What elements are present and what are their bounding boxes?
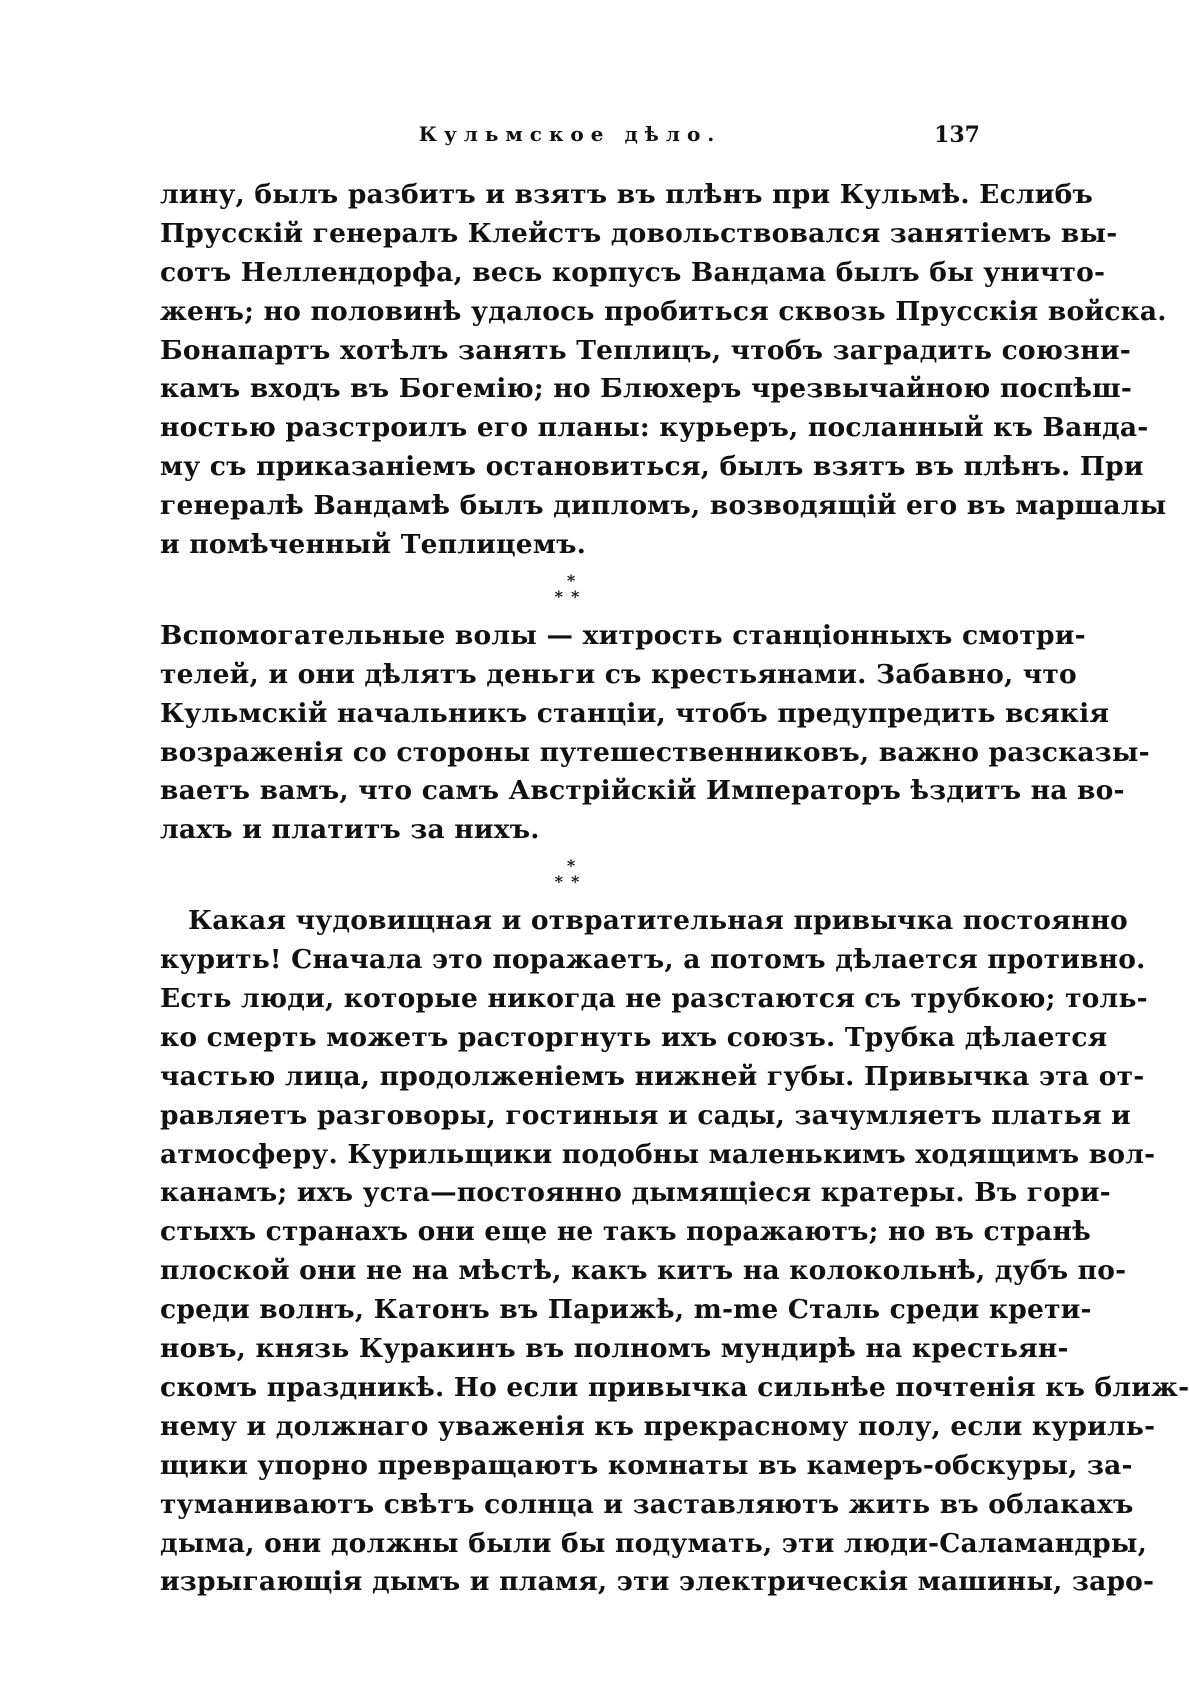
text-line: стыхъ странахъ они еще не такъ поражаютъ; но въ странѣ xyxy=(160,1216,1091,1248)
body-text xyxy=(160,176,1189,1602)
text-line: ностью разстроилъ его планы: курьеръ, посланный къ Ванда- xyxy=(160,412,1149,444)
text-line: ваетъ вамъ, что самъ Австрійскій Императоръ ѣздитъ на во- xyxy=(160,775,1125,807)
page-number: 137 xyxy=(934,122,980,148)
text-line: курить! Сначала это поражаетъ, а потомъ дѣлается противно. xyxy=(160,944,1146,976)
text-line: ко смерть можетъ расторгнуть ихъ союзъ. Трубка дѣлается xyxy=(160,1021,1108,1053)
text-line: изрыгающія дымъ и пламя, эти электрическія машины, заро- xyxy=(160,1566,1155,1598)
text-line: скомъ праздникѣ. Но если привычка сильнѣе почтенія къ ближ- xyxy=(160,1371,1189,1403)
text-line: сотъ Неллендорфа, весь корпусъ Вандама былъ бы уничто- xyxy=(160,256,1106,288)
text-line: женъ; но половинѣ удалось пробиться сквозь Прусскія войска. xyxy=(160,295,1167,327)
asterism-star: * xyxy=(566,856,576,876)
text-line: дыма, они должны были бы подумать, эти люди-Саламандры, xyxy=(160,1527,1148,1559)
text-line: щики упорно превращаютъ комнаты въ камеръ-обскуры, за- xyxy=(160,1449,1133,1481)
text-line: Вспомогательные волы — хитрость станціонныхъ смотри- xyxy=(160,619,1086,651)
text-line: Бонапартъ хотѣлъ занять Теплицъ, чтобъ заградить союзни- xyxy=(160,334,1131,366)
text-line: телей, и они дѣлятъ деньги съ крестьянами. Забавно, что xyxy=(160,658,1077,690)
text-line: атмосферу. Курильщики подобны маленькимъ ходящимъ вол- xyxy=(160,1138,1156,1170)
asterism-separator xyxy=(160,565,982,617)
text-line: и помѣченный Теплицемъ. xyxy=(160,529,587,561)
text-line: туманиваютъ свѣтъ солнца и заставляютъ жить въ облакахъ xyxy=(160,1488,1134,1520)
text-line: частью лица, продолженіемъ нижней губы. Привычка эта от- xyxy=(160,1060,1145,1092)
text-line: лахъ и платитъ за нихъ. xyxy=(160,814,540,846)
asterism-stars-pair: ** xyxy=(554,586,588,606)
text-line: новъ, князь Куракинъ въ полномъ мундирѣ на крестьян- xyxy=(160,1333,1069,1365)
paragraph xyxy=(160,176,1167,565)
text-line: Есть люди, которые никогда не разстаются съ трубкою; толь- xyxy=(160,983,1148,1015)
text-line: Какая чудовищная и отвратительная привычка постоянно xyxy=(188,905,1128,937)
running-title: Кульмское дѣло. xyxy=(418,122,722,146)
paragraph xyxy=(160,617,1150,850)
text-line: Кульмскій начальникъ станціи, чтобъ предупредить всякія xyxy=(160,697,1110,729)
asterism-stars-pair: ** xyxy=(554,872,588,892)
text-line: му съ приказаніемъ остановиться, былъ взятъ въ плѣнъ. При xyxy=(160,451,1144,483)
asterism-separator xyxy=(160,850,982,902)
text-line: плоской они не на мѣстѣ, какъ китъ на колокольнѣ, дубъ по- xyxy=(160,1255,1127,1287)
text-line: среди волнъ, Катонъ въ Парижѣ, m-me Сталь среди крети- xyxy=(160,1294,1092,1326)
text-line: нему и должнаго уваженія къ прекрасному полу, если куриль- xyxy=(160,1410,1156,1442)
asterism-star: * xyxy=(566,570,576,590)
text-line: возраженія со стороны путешественниковъ, важно разсказы- xyxy=(160,736,1150,768)
running-head xyxy=(160,122,980,152)
text-line: Прусскій генералъ Клейстъ довольствовался занятіемъ вы- xyxy=(160,217,1118,249)
text-line: лину, былъ разбитъ и взятъ въ плѣнъ при Кульмѣ. Еслибъ xyxy=(160,179,1094,210)
text-line: равляетъ разговоры, гостиныя и сады, зачумляетъ платья и xyxy=(160,1099,1131,1131)
text-line: канамъ; ихъ уста—постоянно дымящіеся кратеры. Въ гори- xyxy=(160,1177,1111,1209)
text-line: камъ входъ въ Богемію; но Блюхеръ чрезвычайною поспѣш- xyxy=(160,373,1133,405)
text-line: генералѣ Вандамѣ былъ дипломъ, возводящій его въ маршалы xyxy=(160,490,1167,522)
paragraph xyxy=(160,902,1189,1602)
